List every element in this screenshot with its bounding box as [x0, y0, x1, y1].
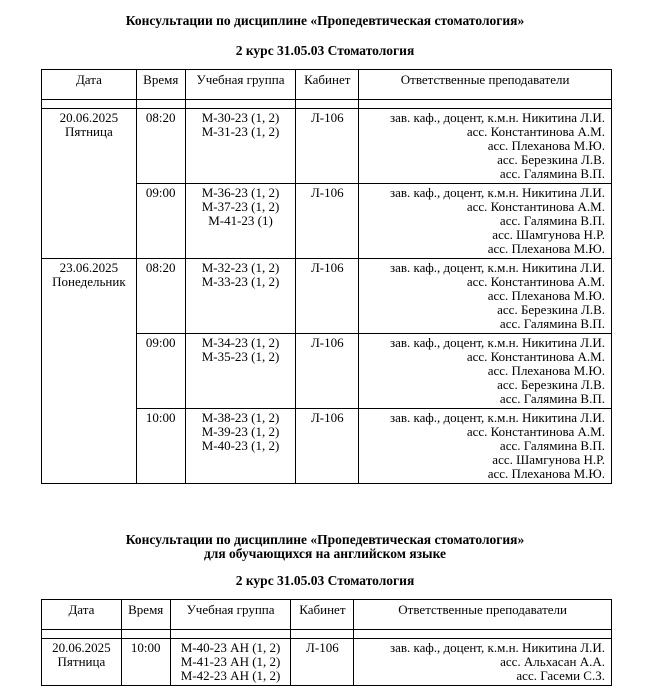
course-subtitle-english: 2 курс 31.05.03 Стоматология: [235, 573, 415, 588]
group-value: М-35-23 (1, 2): [201, 349, 280, 364]
header-room: Кабинет: [296, 70, 359, 100]
time-cell: 10:00: [136, 409, 185, 484]
weekday-value: Пятница: [65, 124, 113, 139]
teacher-name: зав. каф., доцент, к.м.н. Никитина Л.И.: [389, 640, 605, 655]
room-cell: Л-106: [296, 109, 359, 184]
teacher-name: зав. каф., доцент, к.м.н. Никитина Л.И.: [389, 110, 605, 125]
date-cell: [42, 639, 122, 686]
teacher-name: асс. Плеханова М.Ю.: [487, 363, 605, 378]
teacher-name: асс. Плеханова М.Ю.: [487, 241, 605, 256]
teacher-name: асс. Березкина Л.В.: [497, 152, 605, 167]
teacher-name: зав. каф., доцент, к.м.н. Никитина Л.И.: [389, 260, 605, 275]
teacher-name: асс. Галямина В.П.: [499, 438, 605, 453]
date-value: 23.06.2025: [59, 260, 119, 275]
group-cell: [185, 409, 296, 484]
room-cell: Л-106: [296, 184, 359, 259]
header-room: Кабинет: [291, 600, 354, 630]
date-value: 20.06.2025: [59, 110, 119, 125]
time-cell: 09:00: [136, 184, 185, 259]
teachers-cell: [359, 259, 612, 334]
teachers-cell: [359, 334, 612, 409]
teacher-name: асс. Альхасан А.А.: [500, 654, 605, 669]
room-cell: Л-106: [296, 259, 359, 334]
weekday-value: Пятница: [57, 654, 106, 669]
weekday-value: Понедельник: [52, 274, 126, 289]
header-spacer-row: [42, 630, 612, 639]
consultation-table-english: [41, 599, 612, 686]
teacher-name: асс. Шамгунова Н.Р.: [492, 227, 605, 242]
group-value: М-39-23 (1, 2): [201, 424, 280, 439]
table-header-row: [42, 600, 612, 630]
table-header-row: [42, 70, 612, 100]
group-value: М-30-23 (1, 2): [201, 110, 280, 125]
group-value: М-37-23 (1, 2): [201, 199, 280, 214]
group-value: М-33-23 (1, 2): [201, 274, 280, 289]
group-value: М-41-23 (1): [208, 213, 273, 228]
teacher-name: зав. каф., доцент, к.м.н. Никитина Л.И.: [389, 410, 605, 425]
teacher-name: асс. Галямина В.П.: [499, 391, 605, 406]
teacher-name: асс. Гасеми С.З.: [516, 668, 605, 683]
group-cell: [170, 639, 291, 686]
teacher-name: асс. Плеханова М.Ю.: [487, 138, 605, 153]
time-cell: 08:20: [136, 109, 185, 184]
group-value: М-34-23 (1, 2): [201, 335, 280, 350]
date-cell: [42, 259, 137, 484]
teacher-name: асс. Константинова А.М.: [466, 424, 605, 439]
header-time: Время: [136, 70, 185, 100]
header-date: Дата: [42, 70, 137, 100]
teachers-cell: [359, 109, 612, 184]
teacher-name: асс. Галямина В.П.: [499, 316, 605, 331]
teacher-name: асс. Галямина В.П.: [499, 213, 605, 228]
group-cell: [185, 334, 296, 409]
header-time: Время: [121, 600, 170, 630]
date-value: 20.06.2025: [52, 640, 111, 655]
group-value: М-40-23 АН (1, 2): [180, 640, 281, 655]
schedule-title-english-line2: для обучающихся на английском языке: [203, 546, 447, 561]
teacher-name: асс. Константинова А.М.: [466, 274, 605, 289]
group-value: М-38-23 (1, 2): [201, 410, 280, 425]
table-row: [42, 109, 612, 184]
group-value: М-36-23 (1, 2): [201, 185, 280, 200]
group-value: М-41-23 АН (1, 2): [180, 654, 281, 669]
header-group: Учебная группа: [170, 600, 291, 630]
consultation-table: [41, 69, 612, 484]
group-value: М-40-23 (1, 2): [201, 438, 280, 453]
teacher-name: асс. Константинова А.М.: [466, 349, 605, 364]
group-cell: [185, 259, 296, 334]
group-value: М-42-23 АН (1, 2): [180, 668, 281, 683]
schedule-title: Консультации по дисциплине «Пропедевтическая стоматология»: [125, 13, 525, 28]
teachers-cell: [359, 409, 612, 484]
header-date: Дата: [42, 600, 122, 630]
teacher-name: асс. Шамгунова Н.Р.: [492, 452, 605, 467]
teacher-name: зав. каф., доцент, к.м.н. Никитина Л.И.: [389, 185, 605, 200]
table-row: [42, 259, 612, 334]
group-cell: [185, 109, 296, 184]
time-cell: 10:00: [121, 639, 170, 686]
group-value: М-32-23 (1, 2): [201, 260, 280, 275]
room-cell: Л-106: [296, 409, 359, 484]
teacher-name: зав. каф., доцент, к.м.н. Никитина Л.И.: [389, 335, 605, 350]
teacher-name: асс. Константинова А.М.: [466, 124, 605, 139]
teacher-name: асс. Плеханова М.Ю.: [487, 466, 605, 481]
room-cell: Л-106: [291, 639, 354, 686]
group-value: М-31-23 (1, 2): [201, 124, 280, 139]
group-cell: [185, 184, 296, 259]
schedule-title-english: Консультации по дисциплине «Пропедевтическая стоматология»: [125, 532, 525, 547]
teacher-name: асс. Галямина В.П.: [499, 166, 605, 181]
table-row: [42, 639, 612, 686]
header-teachers: Ответственные преподаватели: [359, 70, 612, 100]
teacher-name: асс. Плеханова М.Ю.: [487, 288, 605, 303]
teacher-name: асс. Константинова А.М.: [466, 199, 605, 214]
course-subtitle: 2 курс 31.05.03 Стоматология: [235, 43, 415, 58]
header-spacer-row: [42, 100, 612, 109]
teachers-cell: [359, 184, 612, 259]
room-cell: Л-106: [296, 334, 359, 409]
time-cell: 08:20: [136, 259, 185, 334]
header-teachers: Ответственные преподаватели: [354, 600, 612, 630]
header-group: Учебная группа: [185, 70, 296, 100]
teacher-name: асс. Березкина Л.В.: [497, 377, 605, 392]
time-cell: 09:00: [136, 334, 185, 409]
date-cell: [42, 109, 137, 259]
teacher-name: асс. Березкина Л.В.: [497, 302, 605, 317]
teachers-cell: [354, 639, 612, 686]
